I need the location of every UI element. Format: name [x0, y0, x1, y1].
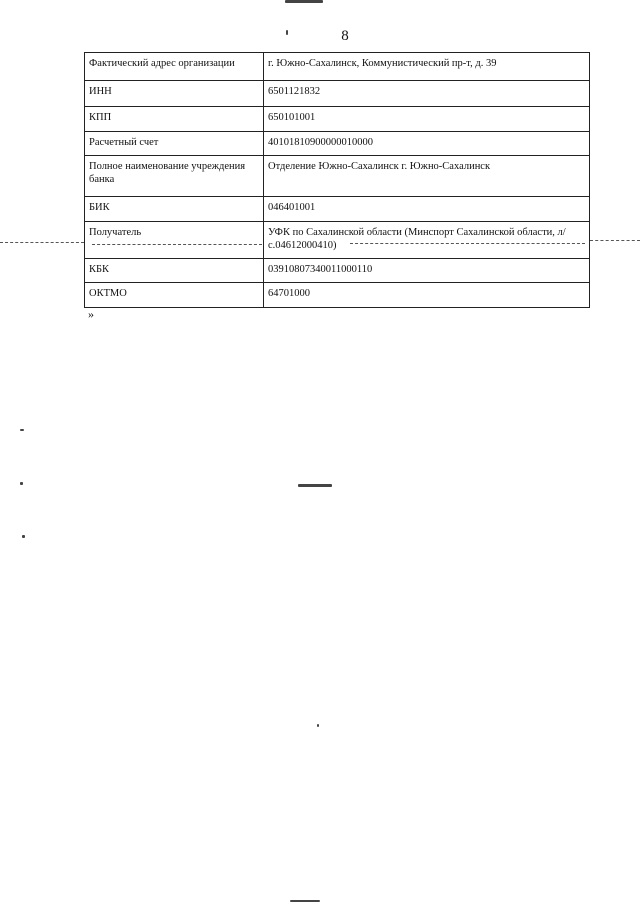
table-row	[85, 197, 590, 222]
table-row	[85, 156, 590, 197]
row-value-oktmo: 64701000	[264, 283, 590, 308]
table-row	[85, 132, 590, 156]
scan-mark-left-1	[20, 429, 24, 431]
table-row	[85, 81, 590, 107]
row-value-kpp: 650101001	[264, 107, 590, 132]
table-row	[85, 222, 590, 259]
table-row	[85, 53, 590, 81]
scan-mark-bottom	[290, 900, 320, 902]
row-label-kpp: КПП	[85, 107, 264, 132]
row-value-actual-address: г. Южно-Сахалинск, Коммунистический пр-т, д. 39	[264, 53, 590, 81]
payment-details-table	[84, 52, 590, 308]
row-label-actual-address: Фактический адрес организации	[85, 53, 264, 81]
scan-mark-top-dot	[286, 30, 288, 35]
row-label-recipient: Получатель	[85, 222, 264, 259]
row-value-account: 40101810900000010000	[264, 132, 590, 156]
row-label-oktmo: ОКТМО	[85, 283, 264, 308]
row-value-inn: 6501121832	[264, 81, 590, 107]
scan-mark-center	[298, 484, 332, 487]
row-value-bik: 046401001	[264, 197, 590, 222]
scan-mark-left-3	[22, 535, 25, 538]
closing-quote: »	[88, 307, 94, 321]
scan-mark-center-dot	[317, 724, 319, 727]
page-number: 8	[341, 28, 349, 44]
table-row	[85, 283, 590, 308]
table-row	[85, 259, 590, 283]
table-row	[85, 107, 590, 132]
row-label-account: Расчетный счет	[85, 132, 264, 156]
row-value-kbk: 03910807340011000110	[264, 259, 590, 283]
row-label-bik: БИК	[85, 197, 264, 222]
scan-mark-left-2	[20, 482, 23, 485]
row-value-recipient: УФК по Сахалинской области (Минспорт Сахалинской области, л/с.04612000410)	[264, 222, 590, 259]
scan-mark-top	[285, 0, 323, 3]
row-label-bank-name: Полное наименование учреждения банка	[85, 156, 264, 197]
scan-fold-line-inner-right	[350, 243, 585, 244]
row-value-bank-name: Отделение Южно-Сахалинск г. Южно-Сахалинск	[264, 156, 590, 197]
row-label-inn: ИНН	[85, 81, 264, 107]
scan-fold-line-right	[590, 240, 640, 241]
scan-fold-line-inner	[92, 244, 262, 245]
row-label-kbk: КБК	[85, 259, 264, 283]
scan-fold-line	[0, 242, 84, 243]
